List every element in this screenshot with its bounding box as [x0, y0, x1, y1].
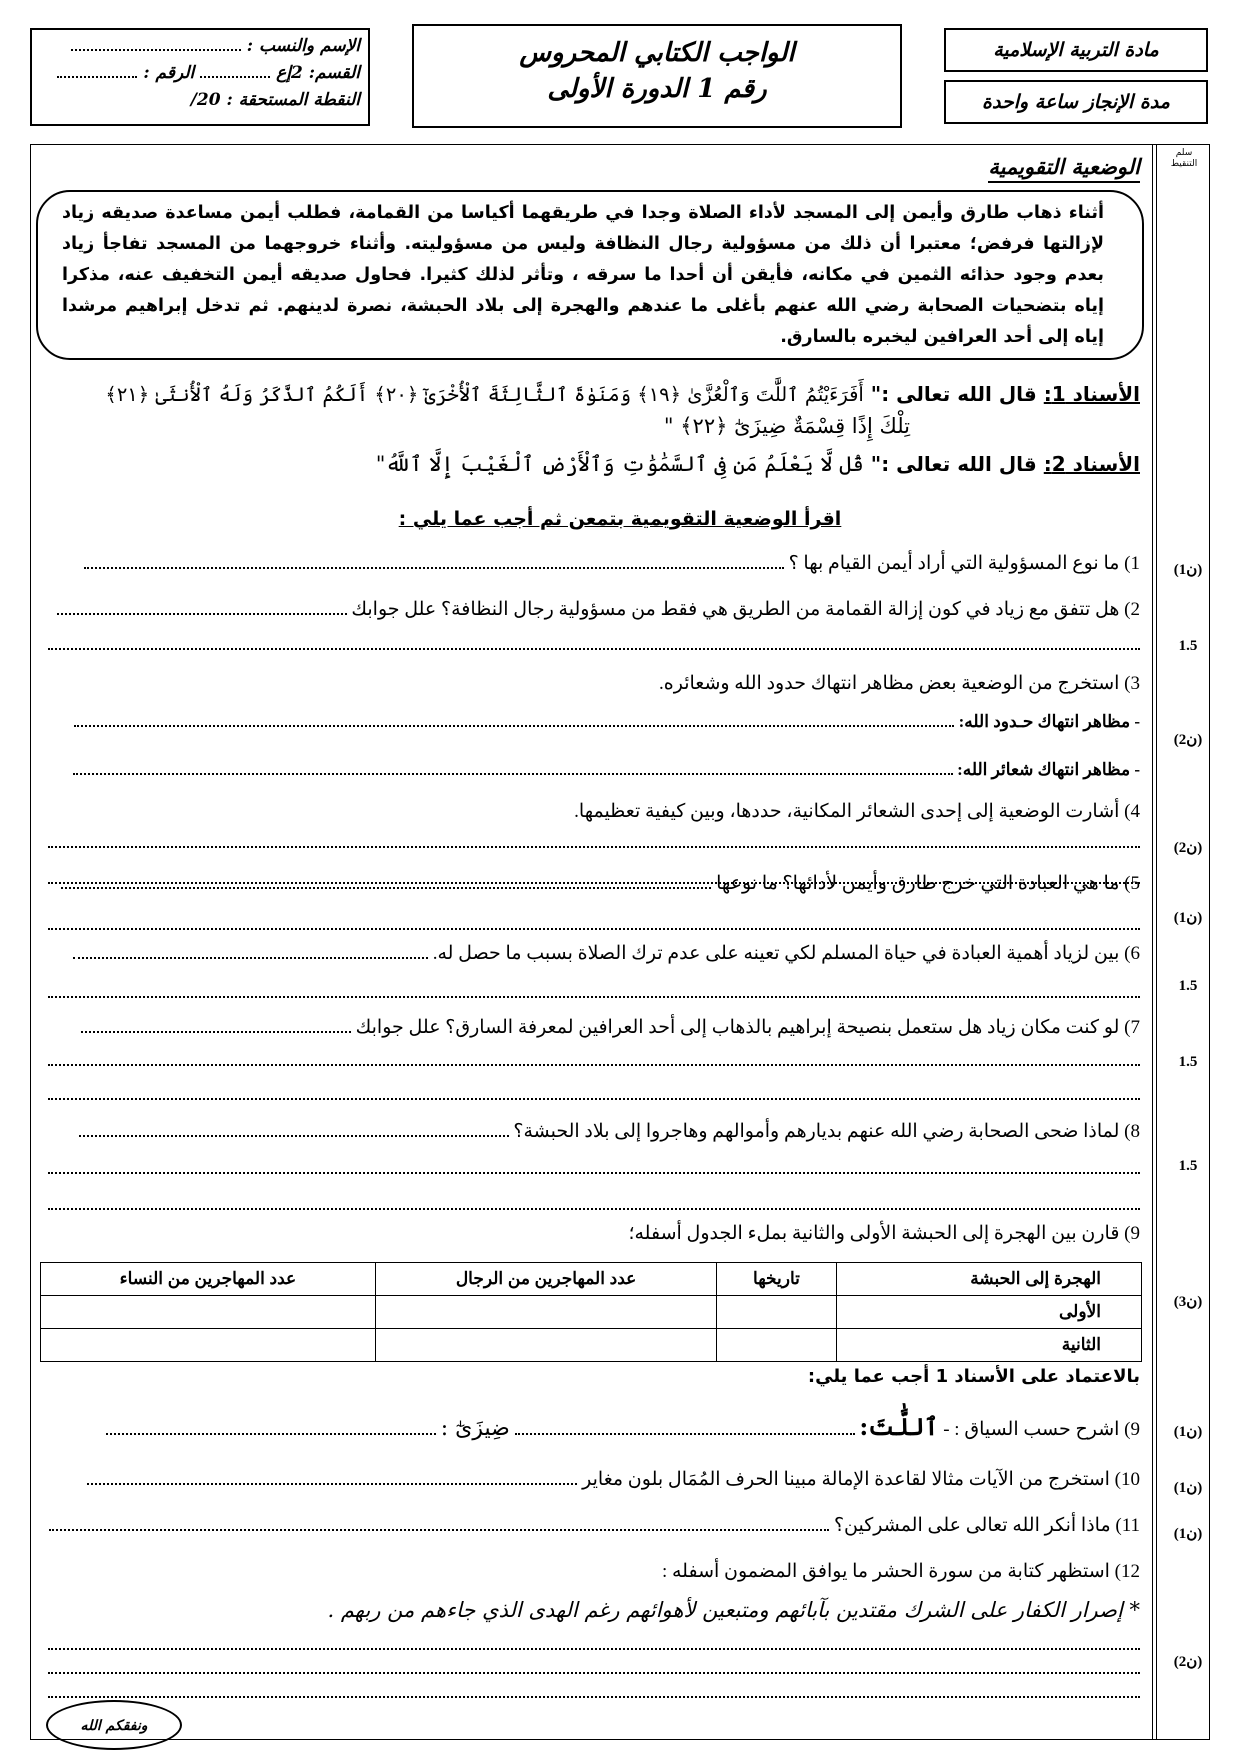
score-q12: (2ن) — [1173, 1654, 1203, 1670]
question-6-text: 6) بين لزياد أهمية العبادة في حياة المسلم لكي تعينه على عدم ترك الصلاة بسبب ما حصل له. — [432, 943, 1140, 964]
sanad2-line — [376, 452, 1140, 476]
answer-line-12a[interactable] — [48, 1648, 1140, 1650]
word-dizaa: ضِيزَىٰٓ : — [440, 1416, 510, 1441]
answer-9b-word2[interactable] — [106, 1421, 436, 1435]
number-label: الرقم : — [143, 63, 195, 83]
question-10 — [87, 1468, 1140, 1491]
answer-line-12b[interactable] — [48, 1672, 1140, 1674]
answer-line-7b[interactable] — [48, 1098, 1140, 1100]
name-label: الإسم والنسب : — [246, 36, 360, 56]
points-label: النقطة المستحقة : — [226, 90, 360, 110]
name-field[interactable] — [71, 49, 241, 51]
answer-line-5[interactable] — [48, 928, 1140, 930]
sanad2-label: الأسناد 2: — [1043, 452, 1140, 476]
score-q6: 1.5 — [1178, 978, 1198, 994]
number-field[interactable] — [57, 76, 137, 78]
score-q11: (1ن) — [1173, 1526, 1203, 1542]
question-9b — [106, 1412, 1140, 1441]
score-q4: (2ن) — [1173, 840, 1203, 856]
table-cell-input[interactable] — [717, 1329, 836, 1362]
table-cell: الأولى — [836, 1296, 1141, 1329]
table-cell-input[interactable] — [41, 1329, 376, 1362]
sanad1-label: الأسناد 1: — [1043, 382, 1140, 406]
score-q10: (1ن) — [1173, 1480, 1203, 1496]
table-cell-input[interactable] — [375, 1296, 716, 1329]
table-cell-input[interactable] — [375, 1329, 716, 1362]
score-q1: (1ن) — [1173, 562, 1203, 578]
question-3a-text: - مظاهر انتهاك حـدود الله: — [958, 712, 1140, 731]
class-field[interactable] — [200, 76, 270, 78]
exam-subtitle: رقم 1 الدورة الأولى — [547, 74, 767, 104]
score-column-label: سلم التنقيط — [1170, 148, 1198, 169]
question-3a — [74, 712, 1140, 732]
question-12: 12) استظهر كتابة من سورة الحشر ما يوافق المضمون أسفله : — [661, 1561, 1140, 1582]
situation-box — [36, 190, 1144, 360]
duration-box — [944, 80, 1208, 124]
question-8 — [79, 1120, 1140, 1143]
answer-3a-inline[interactable] — [74, 713, 954, 727]
question-11 — [49, 1514, 1140, 1537]
table-header: الهجرة إلى الحبشة — [836, 1263, 1141, 1296]
good-luck-oval — [46, 1700, 182, 1750]
sanad1-intro: قال الله تعالى :" — [870, 382, 1037, 406]
good-luck-text: ونفقكم الله — [80, 1718, 148, 1734]
answer-1-inline[interactable] — [84, 555, 784, 569]
answer-5-inline[interactable] — [61, 875, 711, 889]
question-3b — [73, 760, 1140, 780]
answer-6-inline[interactable] — [73, 945, 428, 959]
question-3b-text: - مظاهر انتهاك شعائر الله: — [957, 760, 1140, 779]
question-2-text: 2) هل تتفق مع زياد في كون إزالة القمامة من الطريق هي فقط من مسؤولية رجال النظافة؟ علل جوابك — [351, 599, 1140, 620]
question-1-text: 1) ما نوع المسؤولية التي أراد أيمن القيام بها ؟ — [788, 553, 1140, 574]
table-row — [41, 1329, 1142, 1362]
question-7 — [81, 1016, 1140, 1039]
question-12-content: * إصرار الكفار على الشرك مقتدين بآبائهم ومتبعين لأهوائهم رغم الهدى الذي جاءهم من ربهم . — [327, 1598, 1140, 1622]
section-title: الوضعية التقويمية — [988, 154, 1140, 183]
question-3: 3) استخرج من الوضعية بعض مظاهر انتهاك حدود الله وشعائره. — [659, 673, 1140, 694]
answer-7-inline[interactable] — [81, 1019, 351, 1033]
subject-box — [944, 28, 1208, 72]
table-header: عدد المهاجرين من الرجال — [375, 1263, 716, 1296]
question-5-text: 5) ما هي العبادة التي خرج طارق وأيمن لأدائها؟ ما نوعها — [716, 873, 1140, 894]
question-2 — [57, 598, 1140, 621]
question-9: 9) قارن بين الهجرة إلى الحبشة الأولى والثانية بملء الجدول أسفله؛ — [628, 1223, 1140, 1244]
answer-line-2[interactable] — [48, 648, 1140, 650]
table-cell: الثانية — [836, 1329, 1141, 1362]
question-10-text: 10) استخرج من الآيات مثالا لقاعدة الإمالة مبينا الحرف المُمَال بلون مغاير — [582, 1469, 1140, 1490]
class-label: القسم: 2إع — [276, 63, 360, 83]
answer-2-inline[interactable] — [57, 601, 347, 615]
table-cell-input[interactable] — [41, 1296, 376, 1329]
points-total: 20/ — [190, 90, 221, 110]
instruction: اقرأ الوضعية التقويمية بتمعن ثم أجب عما يلي : — [398, 508, 842, 530]
question-9b-text: 9) اشرح حسب السياق : - — [943, 1419, 1140, 1440]
score-column-divider-inner — [1156, 144, 1157, 1740]
score-q7: 1.5 — [1178, 1054, 1198, 1070]
answer-8-inline[interactable] — [79, 1123, 509, 1137]
question-6 — [73, 942, 1140, 965]
question-7-text: 7) لو كنت مكان زياد هل ستعمل بنصيحة إبراهيم بالذهاب إلى أحد العرافين لمعرفة السارق؟ علل جوابك — [355, 1017, 1140, 1038]
subject-label: مادة التربية الإسلامية — [993, 39, 1159, 61]
score-q8: 1.5 — [1178, 1158, 1198, 1174]
answer-line-8b[interactable] — [48, 1208, 1140, 1210]
answer-line-4a[interactable] — [48, 846, 1140, 848]
table-header: عدد المهاجرين من النساء — [41, 1263, 376, 1296]
table-header: تاريخها — [717, 1263, 836, 1296]
table-row — [41, 1296, 1142, 1329]
answer-line-8a[interactable] — [48, 1172, 1140, 1174]
question-8-text: 8) لماذا ضحى الصحابة رضي الله عنهم بديارهم وأموالهم وهاجروا إلى بلاد الحبشة؟ — [513, 1121, 1140, 1142]
exam-title: الواجب الكتابي المحروس — [519, 38, 795, 68]
answer-line-7a[interactable] — [48, 1064, 1140, 1066]
sanad2-verse: قُل لَّا يَعْلَمُ مَن فِى ٱلسَّمَٰوَٰتِ وَٱلْأَرْضِ ٱلْغَيْبَ إِلَّا ٱللَّهُ" — [375, 452, 864, 476]
table-cell-input[interactable] — [717, 1296, 836, 1329]
hijra-comparison-table — [40, 1262, 1142, 1362]
word-allat: ٱللَّٰتَ: — [859, 1412, 939, 1441]
answer-3b-inline[interactable] — [73, 761, 953, 775]
question-5 — [61, 872, 1140, 895]
sanad2-intro: قال الله تعالى :" — [870, 452, 1037, 476]
duration-label: مدة الإنجاز ساعة واحدة — [982, 91, 1170, 113]
question-11-text: 11) ماذا أنكر الله تعالى على المشركين؟ — [833, 1515, 1140, 1536]
answer-11-inline[interactable] — [49, 1517, 829, 1531]
score-q9b: (1ن) — [1173, 1424, 1203, 1440]
student-info-box — [30, 28, 370, 126]
sanad1-line1 — [105, 382, 1140, 406]
score-q3: (2ن) — [1173, 732, 1203, 748]
score-q9: (3ن) — [1173, 1294, 1203, 1310]
score-column-divider — [1152, 144, 1153, 1740]
situation-text: أثناء ذهاب طارق وأيمن إلى المسجد لأداء الصلاة وجدا في طريقهما أكياسا من القمامة، فطلب أيمن مساعدة صديقه زياد لإزالتها فرفض؛ معتبرا أن ذلك من مسؤولية رجال النظافة وليس من مسؤوليته. وأثناء خروجهما من المسجد تفاجأ زياد بعدم وجود حذائه الثمين في مكانه، فأيقن أن أحدا ما سرقه ، وتأثر لذلك كثيرا. فحاول صديقه أيمن التخفيف عنه، مذكرا إياه بتضحيات الصحابة رضي الله عنهم بأغلى ما عندهم والهجرة إلى بلاد الحبشة، نصرة لدينهم. ثم تدخل إبراهيم مرشدا إياه إلى أحد العرافين ليخبره بالسارق. — [62, 203, 1104, 347]
answer-line-6[interactable] — [48, 996, 1140, 998]
question-4: 4) أشارت الوضعية إلى إحدى الشعائر المكانية، حددها، وبين كيفية تعظيمها. — [574, 801, 1140, 822]
exam-title-box — [412, 24, 902, 128]
answer-9b-word1[interactable] — [515, 1421, 855, 1435]
score-q5: (1ن) — [1173, 910, 1203, 926]
score-q2: 1.5 — [1178, 638, 1198, 654]
answer-line-12c[interactable] — [48, 1696, 1140, 1698]
based-on-heading: بالاعتماد على الأسناد 1 أجب عما يلي: — [807, 1366, 1140, 1387]
sanad1-verse-line2: تِلْكَ إِذًا قِسْمَةٌ ضِيزَىٰٓ ﴿٢٢﴾ " — [663, 414, 910, 438]
answer-10-inline[interactable] — [87, 1471, 577, 1485]
sanad1-verse-line1: أَفَرَءَيْتُمُ ٱللَّٰتَ وَٱلْعُزَّىٰ ﴿١٩﴾ وَمَنَوٰةَ ٱلثَّالِثَةَ ٱلْأُخْرَىٰٓ ﴿٢٠﴾ أَلَكُمُ ٱلذَّكَرُ وَلَهُ ٱلْأُنثَىٰ ﴿٢١﴾ — [105, 383, 864, 406]
question-1 — [84, 552, 1140, 575]
